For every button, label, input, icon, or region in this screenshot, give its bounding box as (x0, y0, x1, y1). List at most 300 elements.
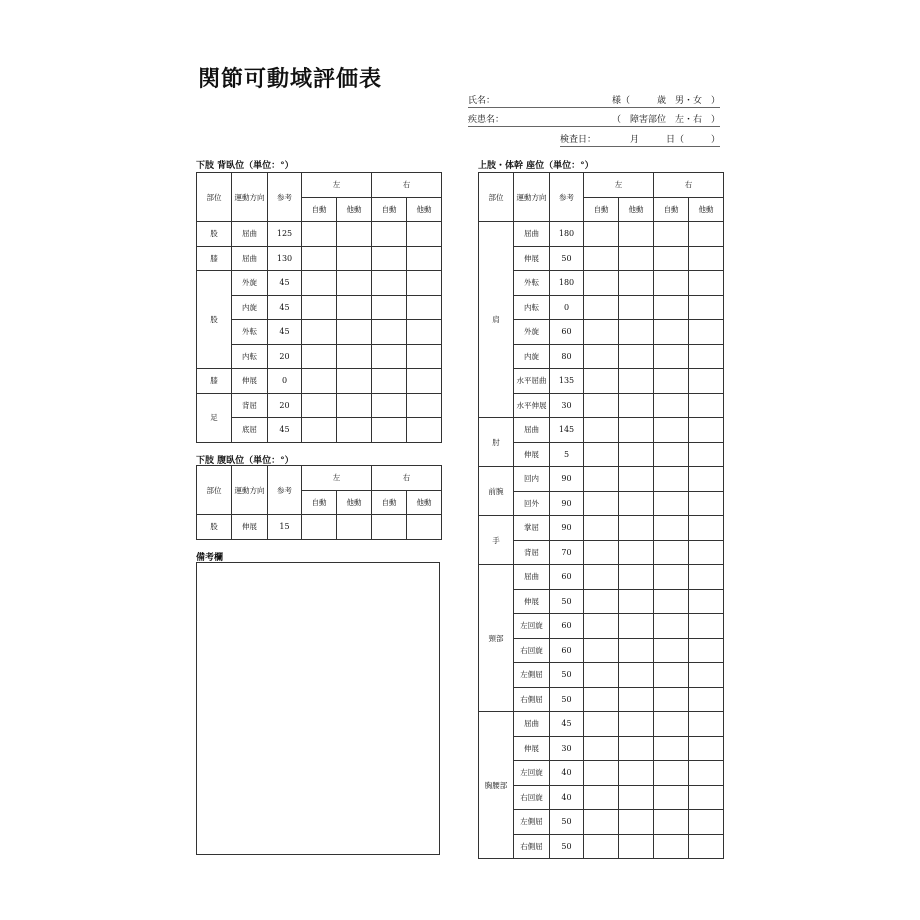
left-active-input[interactable] (584, 663, 619, 688)
left-passive-input[interactable] (337, 222, 372, 247)
header-reference: 参考 (268, 466, 302, 515)
left-passive-input[interactable] (619, 344, 654, 369)
body-part-cell: 肘 (479, 418, 514, 467)
left-passive-input[interactable] (337, 246, 372, 271)
reference-value-cell: 15 (268, 515, 302, 540)
table-row (479, 393, 724, 418)
right-passive-input[interactable] (689, 540, 724, 565)
remarks-box[interactable] (196, 562, 440, 855)
left-active-input[interactable] (302, 246, 337, 271)
body-part-cell: 膝 (197, 246, 232, 271)
table-row (479, 540, 724, 565)
table-row (479, 736, 724, 761)
body-part-cell: 前腕 (479, 467, 514, 516)
right-active-input[interactable] (654, 295, 689, 320)
table-row (197, 271, 442, 296)
right-active-input[interactable] (372, 222, 407, 247)
left-active-input[interactable] (584, 785, 619, 810)
movement-cell: 背屈 (514, 540, 550, 565)
movement-cell: 外旋 (514, 320, 550, 345)
table-row (479, 785, 724, 810)
left-active-input[interactable] (584, 295, 619, 320)
movement-cell: 伸展 (514, 589, 550, 614)
upper-sitting-title: 上肢・体幹 座位（単位：°） (478, 161, 594, 171)
reference-value-cell: 45 (268, 271, 302, 296)
right-passive-input[interactable] (689, 393, 724, 418)
left-active-input[interactable] (302, 418, 337, 443)
reference-value-cell: 30 (550, 736, 584, 761)
right-active-input[interactable] (372, 246, 407, 271)
right-active-input[interactable] (654, 222, 689, 247)
right-active-input[interactable] (654, 393, 689, 418)
table-row (479, 271, 724, 296)
movement-cell: 内旋 (514, 344, 550, 369)
left-passive-input[interactable] (619, 810, 654, 835)
movement-cell: 屈曲 (514, 418, 550, 443)
date-label: 検査日： (560, 135, 597, 145)
reference-value-cell: 5 (550, 442, 584, 467)
left-passive-input[interactable] (337, 295, 372, 320)
right-active-input[interactable] (654, 712, 689, 737)
right-passive-input[interactable] (689, 491, 724, 516)
left-active-input[interactable] (584, 589, 619, 614)
right-active-input[interactable] (654, 589, 689, 614)
left-passive-input[interactable] (619, 295, 654, 320)
left-passive-input[interactable] (619, 418, 654, 443)
table-row (197, 295, 442, 320)
table-row (479, 614, 724, 639)
movement-cell: 伸展 (514, 246, 550, 271)
page-title: 関節可動域評価表 (198, 67, 383, 92)
left-active-input[interactable] (584, 614, 619, 639)
left-passive-input[interactable] (337, 393, 372, 418)
left-active-input[interactable] (302, 222, 337, 247)
header-reference: 参考 (550, 173, 584, 222)
body-part-cell: 股 (197, 271, 232, 369)
left-passive-input[interactable] (619, 663, 654, 688)
right-active-input[interactable] (654, 418, 689, 443)
left-passive-input[interactable] (337, 320, 372, 345)
table-row (197, 246, 442, 271)
right-active-input[interactable] (654, 810, 689, 835)
right-active-input[interactable] (372, 418, 407, 443)
table-row (479, 687, 724, 712)
header-right-active: 自動 (654, 197, 689, 222)
table-row (479, 442, 724, 467)
right-passive-input[interactable] (689, 516, 724, 541)
left-active-input[interactable] (302, 271, 337, 296)
header-right: 右 (372, 466, 442, 491)
right-passive-input[interactable] (689, 369, 724, 394)
header-left: 左 (302, 466, 372, 491)
header-movement: 運動方向 (514, 173, 550, 222)
movement-cell: 伸展 (232, 515, 268, 540)
table-row (479, 369, 724, 394)
header-left-active: 自動 (302, 197, 337, 222)
reference-value-cell: 125 (268, 222, 302, 247)
movement-cell: 内転 (514, 295, 550, 320)
header-right-passive: 他動 (407, 197, 442, 222)
header-movement: 運動方向 (232, 466, 268, 515)
table-row (479, 834, 724, 859)
left-passive-input[interactable] (619, 246, 654, 271)
right-passive-input[interactable] (407, 418, 442, 443)
movement-cell: 屈曲 (514, 565, 550, 590)
right-passive-input[interactable] (407, 222, 442, 247)
left-active-input[interactable] (584, 222, 619, 247)
date-suffix: 月 日（ ） (629, 135, 720, 145)
reference-value-cell: 45 (268, 295, 302, 320)
right-active-input[interactable] (654, 540, 689, 565)
header-part: 部位 (197, 173, 232, 222)
table-row (479, 761, 724, 786)
body-part-cell: 胸腰部 (479, 712, 514, 859)
right-passive-input[interactable] (689, 589, 724, 614)
right-passive-input[interactable] (689, 761, 724, 786)
table-row (479, 810, 724, 835)
left-active-input[interactable] (302, 295, 337, 320)
right-active-input[interactable] (654, 467, 689, 492)
left-passive-input[interactable] (337, 271, 372, 296)
name-label: 氏名： (468, 96, 496, 106)
left-passive-input[interactable] (619, 785, 654, 810)
right-active-input[interactable] (654, 516, 689, 541)
left-passive-input[interactable] (619, 271, 654, 296)
body-part-cell: 頸部 (479, 565, 514, 712)
right-passive-input[interactable] (689, 663, 724, 688)
table-row (197, 418, 442, 443)
right-passive-input[interactable] (689, 320, 724, 345)
left-active-input[interactable] (584, 442, 619, 467)
movement-cell: 底屈 (232, 418, 268, 443)
left-passive-input[interactable] (619, 712, 654, 737)
upper-sitting-table (478, 172, 724, 859)
right-passive-input[interactable] (689, 736, 724, 761)
movement-cell: 背屈 (232, 393, 268, 418)
left-passive-input[interactable] (337, 515, 372, 540)
right-active-input[interactable] (654, 565, 689, 590)
left-active-input[interactable] (584, 467, 619, 492)
right-active-input[interactable] (654, 246, 689, 271)
reference-value-cell: 30 (550, 393, 584, 418)
body-part-cell: 足 (197, 393, 232, 442)
reference-value-cell: 180 (550, 271, 584, 296)
right-passive-input[interactable] (689, 565, 724, 590)
body-part-cell: 股 (197, 515, 232, 540)
table-row (197, 369, 442, 394)
left-active-input[interactable] (584, 344, 619, 369)
lower-supine-title: 下肢 背臥位（単位：°） (196, 161, 294, 171)
body-part-cell: 膝 (197, 369, 232, 394)
left-active-input[interactable] (584, 540, 619, 565)
right-passive-input[interactable] (407, 271, 442, 296)
table-row (479, 295, 724, 320)
reference-value-cell: 50 (550, 834, 584, 859)
reference-value-cell: 50 (550, 246, 584, 271)
right-passive-input[interactable] (689, 271, 724, 296)
body-part-cell: 手 (479, 516, 514, 565)
left-passive-input[interactable] (619, 320, 654, 345)
right-active-input[interactable] (372, 320, 407, 345)
table-row (479, 246, 724, 271)
reference-value-cell: 50 (550, 589, 584, 614)
name-suffix: 様（ 歳 男・女 ） (611, 96, 720, 106)
movement-cell: 右側屈 (514, 834, 550, 859)
movement-cell: 外転 (232, 320, 268, 345)
movement-cell: 外旋 (232, 271, 268, 296)
right-active-input[interactable] (654, 834, 689, 859)
right-active-input[interactable] (372, 369, 407, 394)
right-active-input[interactable] (654, 736, 689, 761)
left-active-input[interactable] (584, 736, 619, 761)
left-passive-input[interactable] (619, 222, 654, 247)
reference-value-cell: 90 (550, 467, 584, 492)
header-left-active: 自動 (584, 197, 619, 222)
movement-cell: 左側屈 (514, 663, 550, 688)
left-active-input[interactable] (584, 246, 619, 271)
table-row (197, 393, 442, 418)
table-row (479, 222, 724, 247)
movement-cell: 外転 (514, 271, 550, 296)
table-row (197, 515, 442, 540)
date-line[interactable] (560, 131, 720, 147)
right-passive-input[interactable] (689, 614, 724, 639)
left-active-input[interactable] (302, 320, 337, 345)
reference-value-cell: 180 (550, 222, 584, 247)
header-left: 左 (302, 173, 372, 198)
left-passive-input[interactable] (619, 687, 654, 712)
reference-value-cell: 0 (550, 295, 584, 320)
left-passive-input[interactable] (337, 344, 372, 369)
movement-cell: 左回旋 (514, 761, 550, 786)
right-active-input[interactable] (654, 663, 689, 688)
table-row (479, 589, 724, 614)
header-right: 右 (654, 173, 724, 198)
movement-cell: 掌屈 (514, 516, 550, 541)
reference-value-cell: 50 (550, 663, 584, 688)
reference-value-cell: 45 (268, 418, 302, 443)
header-left-passive: 他動 (337, 197, 372, 222)
table-row (197, 222, 442, 247)
table-row (479, 320, 724, 345)
right-active-input[interactable] (372, 271, 407, 296)
header-part: 部位 (479, 173, 514, 222)
reference-value-cell: 45 (268, 320, 302, 345)
movement-cell: 屈曲 (232, 222, 268, 247)
right-passive-input[interactable] (407, 246, 442, 271)
movement-cell: 水平伸展 (514, 393, 550, 418)
header-right-active: 自動 (372, 197, 407, 222)
left-active-input[interactable] (584, 516, 619, 541)
movement-cell: 右回旋 (514, 638, 550, 663)
table-row (479, 516, 724, 541)
reference-value-cell: 50 (550, 687, 584, 712)
right-passive-input[interactable] (689, 442, 724, 467)
name-line[interactable] (468, 92, 720, 108)
reference-value-cell: 60 (550, 320, 584, 345)
left-active-input[interactable] (584, 712, 619, 737)
right-passive-input[interactable] (689, 344, 724, 369)
left-active-input[interactable] (302, 344, 337, 369)
right-passive-input[interactable] (689, 712, 724, 737)
lower-prone-table (196, 465, 442, 540)
left-active-input[interactable] (584, 638, 619, 663)
right-active-input[interactable] (654, 761, 689, 786)
lower-prone-title: 下肢 腹臥位（単位：°） (196, 456, 294, 466)
right-active-input[interactable] (654, 638, 689, 663)
disease-label: 疾患名： (468, 115, 505, 125)
left-active-input[interactable] (302, 393, 337, 418)
left-passive-input[interactable] (619, 369, 654, 394)
reference-value-cell: 45 (550, 712, 584, 737)
movement-cell: 水平屈曲 (514, 369, 550, 394)
right-passive-input[interactable] (407, 320, 442, 345)
movement-cell: 左側屈 (514, 810, 550, 835)
left-active-input[interactable] (584, 393, 619, 418)
reference-value-cell: 145 (550, 418, 584, 443)
left-active-input[interactable] (584, 369, 619, 394)
left-active-input[interactable] (584, 687, 619, 712)
body-part-cell: 肩 (479, 222, 514, 418)
left-active-input[interactable] (584, 761, 619, 786)
left-passive-input[interactable] (619, 565, 654, 590)
reference-value-cell: 20 (268, 393, 302, 418)
right-active-input[interactable] (654, 344, 689, 369)
reference-value-cell: 70 (550, 540, 584, 565)
header-right-active: 自動 (372, 490, 407, 515)
left-active-input[interactable] (584, 810, 619, 835)
header-left-active: 自動 (302, 490, 337, 515)
table-row (479, 663, 724, 688)
left-passive-input[interactable] (337, 369, 372, 394)
right-passive-input[interactable] (407, 295, 442, 320)
right-passive-input[interactable] (689, 246, 724, 271)
right-active-input[interactable] (372, 344, 407, 369)
reference-value-cell: 135 (550, 369, 584, 394)
right-passive-input[interactable] (689, 638, 724, 663)
right-passive-input[interactable] (689, 295, 724, 320)
reference-value-cell: 60 (550, 565, 584, 590)
right-active-input[interactable] (654, 687, 689, 712)
left-passive-input[interactable] (619, 614, 654, 639)
right-active-input[interactable] (654, 369, 689, 394)
right-passive-input[interactable] (407, 515, 442, 540)
movement-cell: 回内 (514, 467, 550, 492)
table-row (197, 320, 442, 345)
header-movement: 運動方向 (232, 173, 268, 222)
reference-value-cell: 60 (550, 638, 584, 663)
left-active-input[interactable] (584, 320, 619, 345)
movement-cell: 内旋 (232, 295, 268, 320)
right-active-input[interactable] (654, 785, 689, 810)
right-active-input[interactable] (372, 295, 407, 320)
movement-cell: 右側屈 (514, 687, 550, 712)
table-row (479, 712, 724, 737)
lower-supine-table (196, 172, 442, 443)
left-active-input[interactable] (584, 418, 619, 443)
right-active-input[interactable] (654, 271, 689, 296)
left-active-input[interactable] (584, 834, 619, 859)
right-passive-input[interactable] (407, 369, 442, 394)
table-row (479, 467, 724, 492)
reference-value-cell: 40 (550, 785, 584, 810)
disease-suffix: （ 障害部位 左・右 ） (611, 115, 720, 125)
right-active-input[interactable] (372, 393, 407, 418)
right-passive-input[interactable] (689, 687, 724, 712)
movement-cell: 内転 (232, 344, 268, 369)
left-passive-input[interactable] (619, 638, 654, 663)
body-part-cell: 股 (197, 222, 232, 247)
movement-cell: 伸展 (232, 369, 268, 394)
reference-value-cell: 20 (268, 344, 302, 369)
header-right-passive: 他動 (407, 490, 442, 515)
movement-cell: 屈曲 (232, 246, 268, 271)
right-passive-input[interactable] (689, 222, 724, 247)
table-row (479, 418, 724, 443)
reference-value-cell: 50 (550, 810, 584, 835)
left-active-input[interactable] (584, 491, 619, 516)
header-right-passive: 他動 (689, 197, 724, 222)
left-passive-input[interactable] (619, 516, 654, 541)
left-passive-input[interactable] (619, 761, 654, 786)
right-active-input[interactable] (654, 614, 689, 639)
table-row (479, 565, 724, 590)
left-passive-input[interactable] (619, 589, 654, 614)
movement-cell: 右回旋 (514, 785, 550, 810)
remarks-title: 備考欄 (196, 553, 224, 563)
header-left-passive: 他動 (619, 197, 654, 222)
right-passive-input[interactable] (689, 785, 724, 810)
movement-cell: 屈曲 (514, 222, 550, 247)
right-active-input[interactable] (654, 320, 689, 345)
left-active-input[interactable] (584, 565, 619, 590)
left-active-input[interactable] (302, 515, 337, 540)
left-passive-input[interactable] (619, 467, 654, 492)
left-passive-input[interactable] (337, 418, 372, 443)
left-passive-input[interactable] (619, 491, 654, 516)
left-active-input[interactable] (584, 271, 619, 296)
reference-value-cell: 40 (550, 761, 584, 786)
reference-value-cell: 130 (268, 246, 302, 271)
table-row (479, 638, 724, 663)
header-right: 右 (372, 173, 442, 198)
reference-value-cell: 60 (550, 614, 584, 639)
right-passive-input[interactable] (407, 344, 442, 369)
right-active-input[interactable] (654, 491, 689, 516)
movement-cell: 屈曲 (514, 712, 550, 737)
header-reference: 参考 (268, 173, 302, 222)
left-passive-input[interactable] (619, 736, 654, 761)
right-passive-input[interactable] (689, 834, 724, 859)
left-passive-input[interactable] (619, 834, 654, 859)
right-passive-input[interactable] (689, 418, 724, 443)
right-active-input[interactable] (372, 515, 407, 540)
left-passive-input[interactable] (619, 442, 654, 467)
movement-cell: 伸展 (514, 736, 550, 761)
movement-cell: 伸展 (514, 442, 550, 467)
right-passive-input[interactable] (689, 810, 724, 835)
left-passive-input[interactable] (619, 393, 654, 418)
disease-line[interactable] (468, 111, 720, 127)
movement-cell: 左回旋 (514, 614, 550, 639)
right-passive-input[interactable] (407, 393, 442, 418)
right-passive-input[interactable] (689, 467, 724, 492)
right-active-input[interactable] (654, 442, 689, 467)
left-passive-input[interactable] (619, 540, 654, 565)
movement-cell: 回外 (514, 491, 550, 516)
left-active-input[interactable] (302, 369, 337, 394)
reference-value-cell: 90 (550, 516, 584, 541)
